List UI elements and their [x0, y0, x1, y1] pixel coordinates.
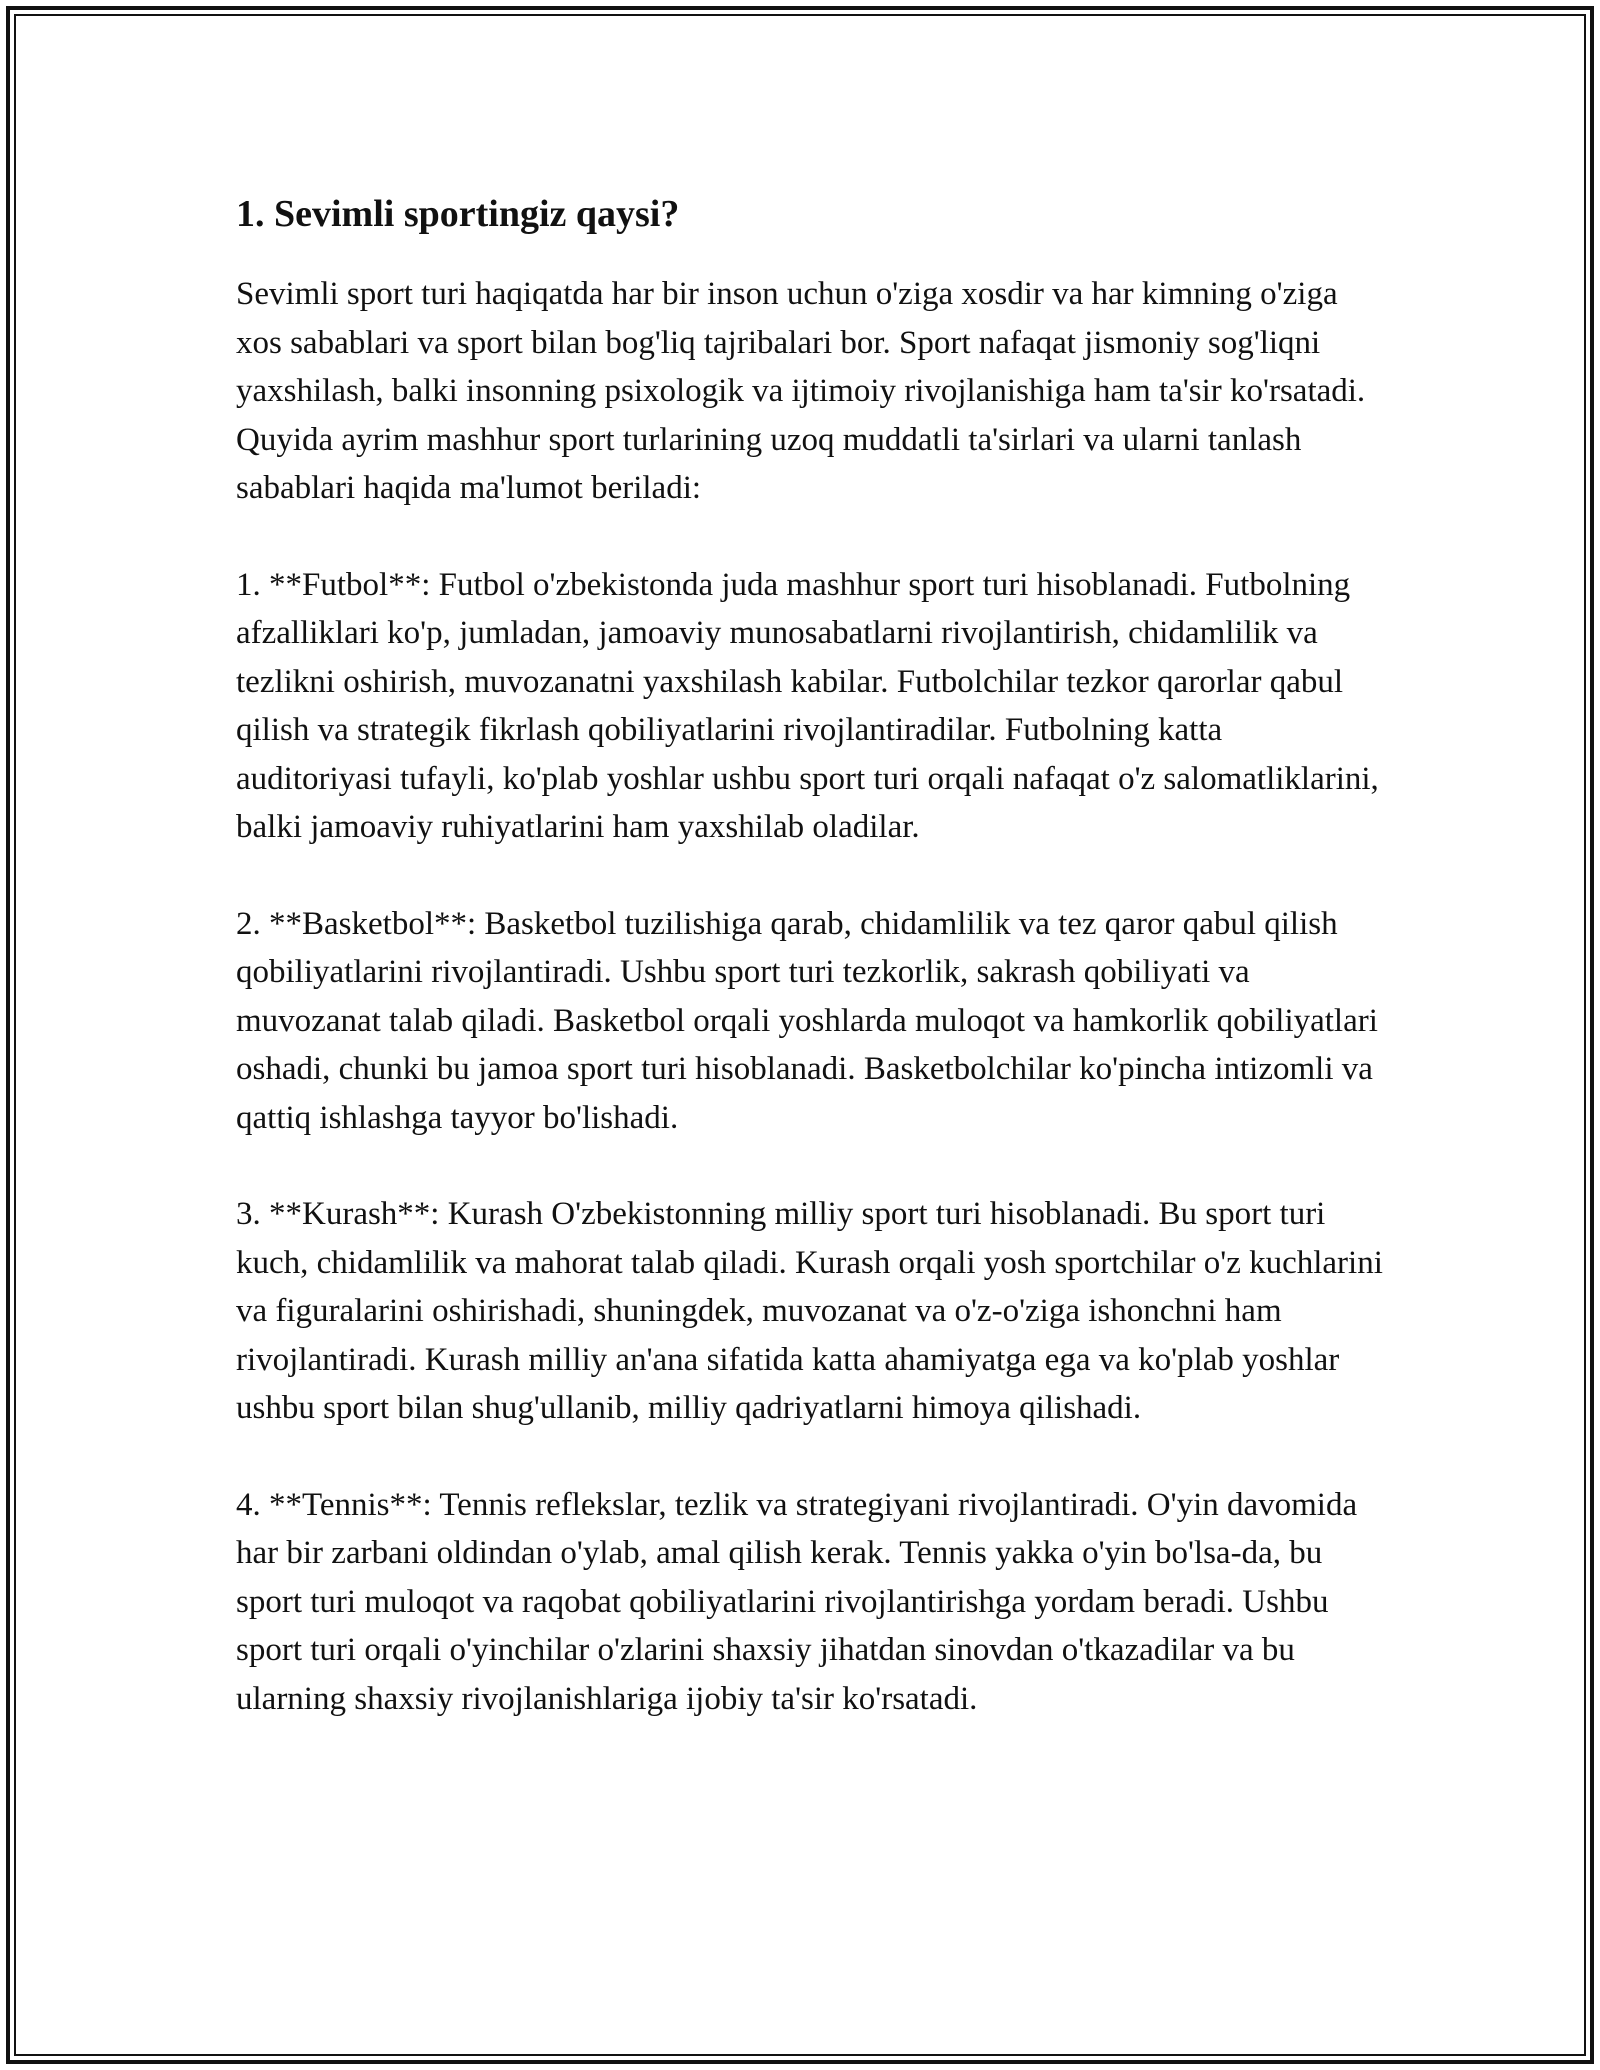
basketbol-paragraph: 2. **Basketbol**: Basketbol tuzilishiga qarab, chidamlilik va tez qaror qabul qilish qobiliyatlarini rivojlantiradi. Ushbu sport turi tezkorlik, sakrash qobiliyati va muvozanat talab qiladi. Basketbol orqali yoshlarda muloqot va hamkorlik qobiliyatlari oshadi, chunki bu jamoa sport turi hisoblanadi. Basketbolchilar ko'pincha intizomli va qattiq ishlashga tayyor bo'lishadi. — [236, 905, 1378, 1136]
page-title: 1. Sevimli sportingiz qaysi? — [236, 193, 680, 235]
document-body — [236, 188, 1386, 1771]
tennis-paragraph: 4. **Tennis**: Tennis reflekslar, tezlik va strategiyani rivojlantiradi. O'yin davomida har bir zarbani oldindan o'ylab, amal qilish kerak. Tennis yakka o'yin bo'lsa-da, bu sport turi muloqot va raqobat qobiliyatlarini rivojlantirishga yordam beradi. Ushbu sport turi orqali o'yinchilar o'zlarini shaxsiy jihatdan sinovdan o'tkazadilar va bu ularning shaxsiy rivojlanishlariga ijobiy ta'sir ko'rsatadi. — [236, 1486, 1358, 1717]
intro-paragraph: Sevimli sport turi haqiqatda har bir inson uchun o'ziga xosdir va har kimning o'ziga xos sabablari va sport bilan bog'liq tajribalari bor. Sport nafaqat jismoniy sog'liqni yaxshilash, balki insonning psixologik va ijtimoiy rivojlanishiga ham ta'sir ko'rsatadi. Quyida ayrim mashhur sport turlarining uzoq muddatli ta'sirlari va ularni tanlash sabablari haqida ma'lumot beriladi: — [236, 276, 1366, 506]
kurash-paragraph: 3. **Kurash**: Kurash O'zbekistonning milliy sport turi hisoblanadi. Bu sport turi kuch, chidamlilik va mahorat talab qiladi. Kurash orqali yosh sportchilar o'z kuchlarini va figuralarini oshirishadi, shuningdek, muvozanat va o'z-o'ziga ishonchni ham rivojlantiradi. Kurash milliy an'ana sifatida katta ahamiyatga ega va ko'plab yoshlar ushbu sport bilan shug'ullanib, milliy qadriyatlarni himoya qilishadi. — [236, 1196, 1383, 1426]
futbol-paragraph: 1. **Futbol**: Futbol o'zbekistonda juda mashhur sport turi hisoblanadi. Futbolning afzalliklari ko'p, jumladan, jamoaviy munosabatlarni rivojlantirish, chidamlilik va tezlikni oshirish, muvozanatni yaxshilash kabilar. Futbolchilar tezkor qarorlar qabul qilish va strategik fikrlash qobiliyatlarini rivojlantiradilar. Futbolning katta auditoriyasi tufayli, ko'plab yoshlar ushbu sport turi orqali nafaqat o'z salomatliklarini, balki jamoaviy ruhiyatlarini ham yaxshilab oladilar. — [236, 566, 1379, 845]
